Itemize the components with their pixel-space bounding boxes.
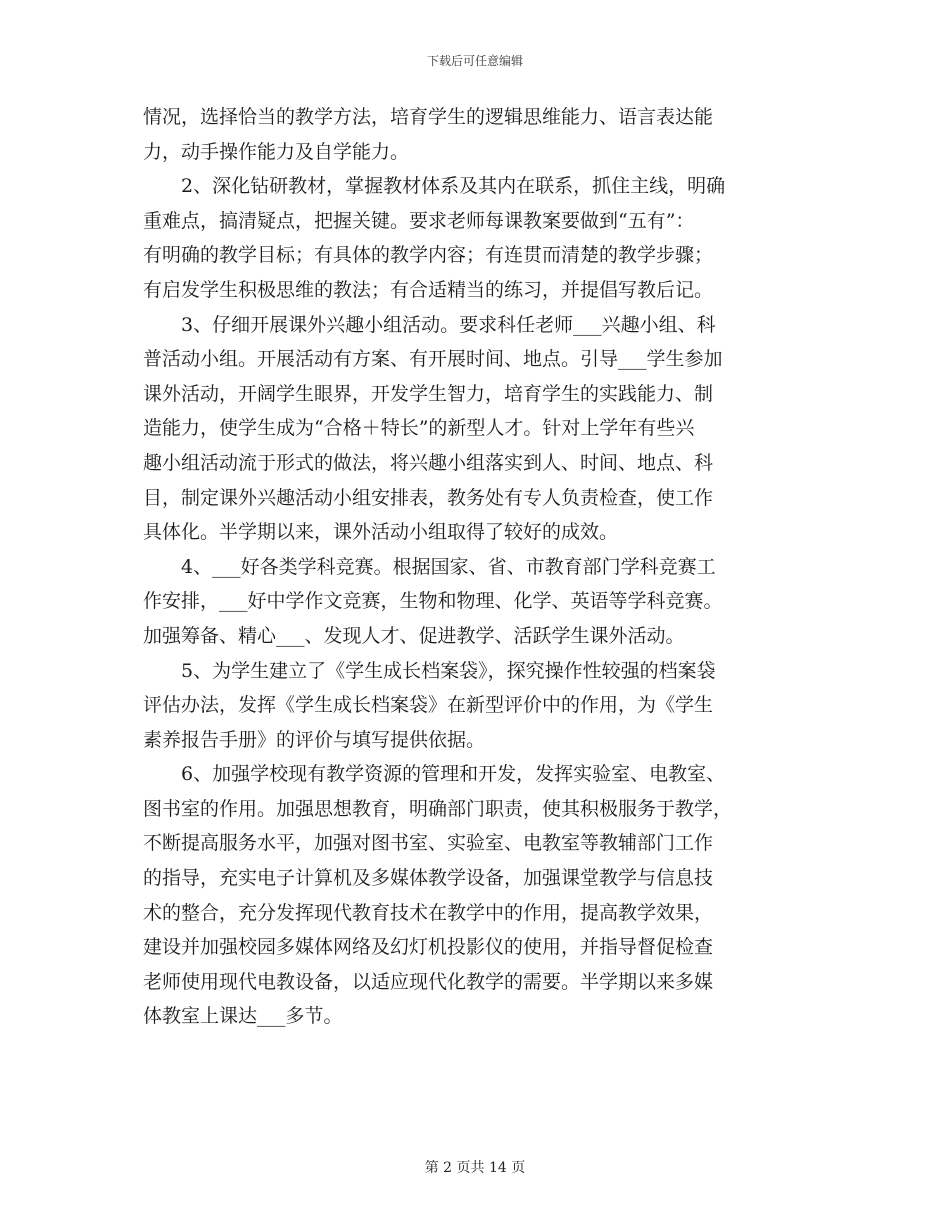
- text-line: 图书室的作用。加强思想教育，明确部门职责，使其积极服务于教学，: [143, 797, 733, 820]
- text-line: 的指导，充实电子计算机及多媒体教学设备，加强课堂教学与信息技: [143, 867, 714, 890]
- text-line: 体教室上课达___多节。: [143, 1005, 343, 1028]
- text-line: 不断提高服务水平，加强对图书室、实验室、电教室等教辅部门工作: [143, 832, 714, 855]
- text-line: 2、深化钻研教材，掌握教材体系及其内在联系，抓住主线，明确: [181, 175, 726, 198]
- text-line: 趣小组活动流于形式的做法，将兴趣小组落实到人、时间、地点、科: [143, 451, 714, 474]
- text-line: 4、___好各类学科竞赛。根据国家、省、市教育部门学科竞赛工: [181, 555, 716, 578]
- text-line: 加强筹备、精心___、发现人才、促进教学、活跃学生课外活动。: [143, 624, 685, 647]
- text-line: 5、为学生建立了《学生成长档案袋》，探究操作性较强的档案袋: [181, 659, 716, 682]
- document-body: [143, 100, 807, 1034]
- text-line: 评估办法，发挥《学生成长档案袋》在新型评价中的作用，为《学生: [143, 694, 714, 717]
- text-line: 普活动小组。开展活动有方案、有开展时间、地点。引导___学生参加: [143, 348, 723, 371]
- text-line: 6、加强学校现有教学资源的管理和开发，发挥实验室、电教室、: [181, 763, 726, 786]
- text-line: 具体化。半学期以来，课外活动小组取得了较好的成效。: [143, 521, 619, 544]
- text-line: 3、仔细开展课外兴趣小组活动。要求科任老师___兴趣小组、科: [181, 313, 716, 336]
- text-line: 建设并加强校园多媒体网络及幻灯机投影仪的使用，并指导督促检查: [143, 936, 714, 959]
- text-line: 有启发学生积极思维的教法；有合适精当的练习，并提倡写教后记。: [143, 278, 714, 301]
- text-line: 有明确的教学目标；有具体的教学内容；有连贯而清楚的教学步骤；: [143, 244, 714, 267]
- text-line: 力，动手操作能力及自学能力。: [143, 140, 410, 163]
- text-line: 重难点，搞清疑点，把握关键。要求老师每课教案要做到“五有”：: [143, 209, 695, 232]
- text-line: 目，制定课外兴趣活动小组安排表，教务处有专人负责检查，使工作: [143, 486, 714, 509]
- page-header: 下载后可任意编辑: [426, 54, 523, 68]
- text-line: 作安排，___好中学作文竞赛，生物和物理、化学、英语等学科竞赛。: [143, 590, 723, 613]
- text-line: 课外活动，开阔学生眼界，开发学生智力，培育学生的实践能力、制: [143, 382, 714, 405]
- text-line: 情况，选择恰当的教学方法，培育学生的逻辑思维能力、语言表达能: [143, 106, 714, 128]
- text-line: 老师使用现代电教设备，以适应现代化教学的需要。半学期以来多媒: [143, 970, 714, 993]
- text-line: 术的整合，充分发挥现代教育技术在教学中的作用，提高教学效果，: [143, 901, 714, 924]
- text-line: 造能力，使学生成为“合格＋特长”的新型人才。针对上学年有些兴: [143, 417, 695, 440]
- text-line: 素养报告手册》的评价与填写提供依据。: [143, 728, 486, 751]
- page-footer: 第 2 页共 14 页: [424, 1160, 526, 1176]
